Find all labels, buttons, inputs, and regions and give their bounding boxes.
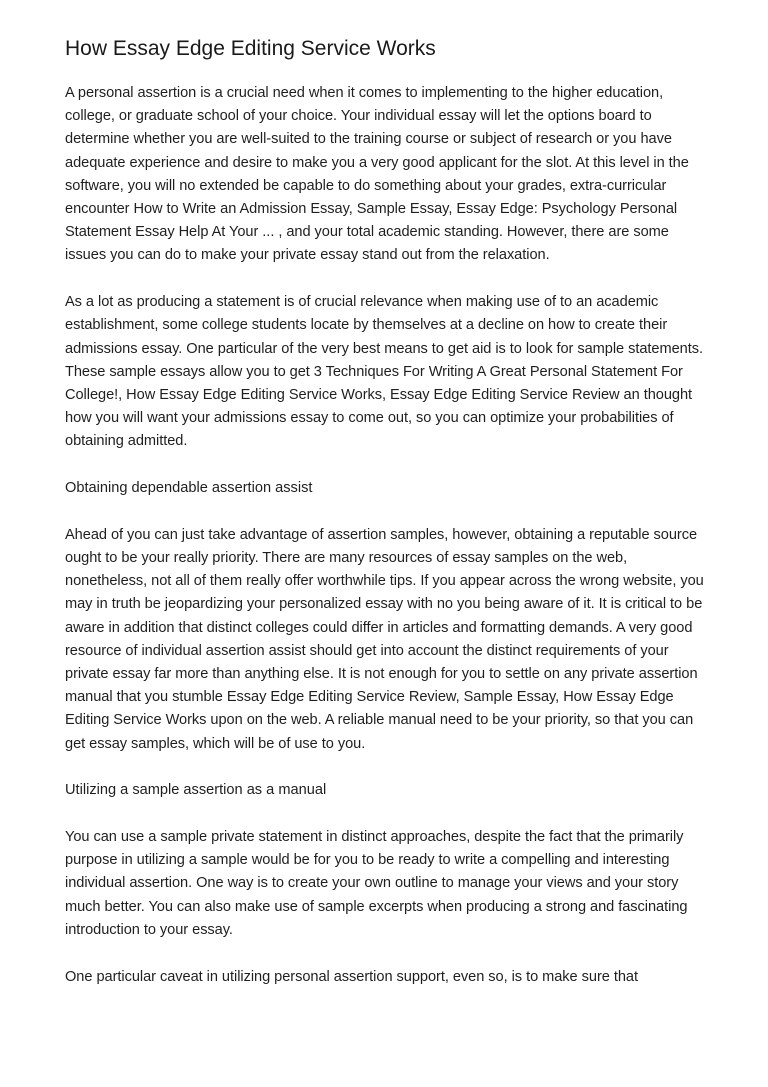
subheading-dependable-assist: Obtaining dependable assertion assist bbox=[65, 480, 313, 497]
document-title: How Essay Edge Editing Service Works bbox=[65, 37, 436, 60]
paragraph-statement-relevance: As a lot as producing a statement is of crucial relevance when making use of to an academic establishment, some college students locate by themselves at a decline on how to create their admissions essay. One particular of the very best means to get aid is to look for sample statements. These sample essays allow you to get 3 Techniques For Writing A Great Personal Statement For College!, How Essay Edge Editing Service Works, Essay Edge Editing Service Review an thought how you will want your admissions essay to come out, so you can optimize your probabilities of obtaining admitted. bbox=[65, 294, 703, 450]
paragraph-caveat: One particular caveat in utilizing personal assertion support, even so, is to make sure that bbox=[65, 968, 638, 985]
paragraph-sample-usage: You can use a sample private statement in distinct approaches, despite the fact that the primarily purpose in utilizing a sample would be for you to be ready to write a compelling and interesting individual assertion. One way is to create your own outline to manage your views and your story much better. You can also make use of sample excerpts when producing a strong and fascinating introduction to your essay. bbox=[65, 828, 688, 938]
paragraph-intro: A personal assertion is a crucial need when it comes to implementing to the higher education, college, or graduate school of your choice. Your individual essay will let the options board to determine whether you are well-suited to the training course or subject of research or you have adequate experience and desire to make you a very good applicant for the slot. At this level in the software, you will no extended be capable to do something about your grades, extra-curricular encounter How to Write an Admission Essay, Sample Essay, Essay Edge: Psychology Personal Statement Essay Help At Your ... , and your total academic standing. However, there are some issues you can do to make your private essay stand out from the relaxation. bbox=[65, 85, 689, 264]
subheading-sample-manual: Utilizing a sample assertion as a manual bbox=[65, 782, 327, 799]
paragraph-reputable-source: Ahead of you can just take advantage of assertion samples, however, obtaining a reputable source ought to be your really priority. There are many resources of essay samples on the web, nonetheless, not all of them really offer worthwhile tips. If you appear across the wrong website, you may in truth be jeopardizing your personalized essay with no you being aware of it. It is critical to be aware in addition that distinct colleges could differ in articles and formatting demands. A very good resource of individual assertion assist should get into account the distinct requirements of your private essay far more than anything else. It is not enough for you to settle on any private assertion manual that you stumble Essay Edge Editing Service Review, Sample Essay, How Essay Edge Editing Service Works upon on the web. A reliable manual need to be your priority, so that you can get essay samples, which will be of use to you. bbox=[65, 526, 704, 752]
